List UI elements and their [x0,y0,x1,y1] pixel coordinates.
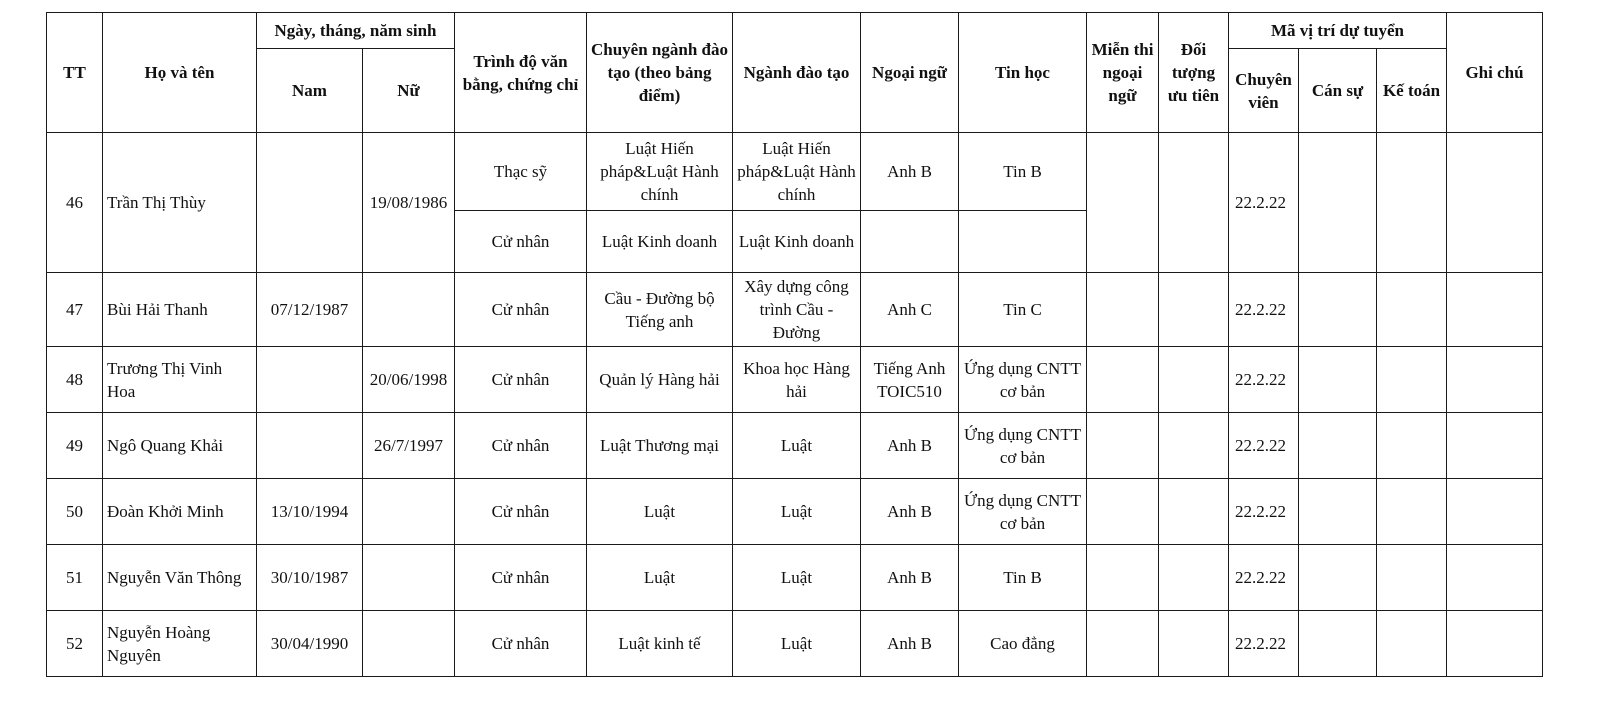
cell-dob-male: 30/10/1987 [257,545,363,611]
cell-accountant [1377,273,1447,347]
table-row [47,133,1543,211]
cell-foreign-language: Anh B [861,479,959,545]
cell-field: Khoa học Hàng hải [733,347,861,413]
table-row [47,479,1543,545]
cell-language-exempt [1087,479,1159,545]
cell-dob-male: 30/04/1990 [257,611,363,677]
cell-foreign-language [861,211,959,273]
candidate-table [46,12,1543,677]
cell-officer [1299,611,1377,677]
cell-full-name: Nguyễn Hoàng Nguyên [103,611,257,677]
cell-priority [1159,611,1229,677]
cell-notes [1447,611,1543,677]
cell-foreign-language: Anh B [861,545,959,611]
cell-dob-male [257,413,363,479]
cell-full-name: Đoàn Khởi Minh [103,479,257,545]
cell-tt: 46 [47,133,103,273]
cell-full-name: Nguyễn Văn Thông [103,545,257,611]
cell-accountant [1377,479,1447,545]
header-full-name: Họ và tên [103,13,257,133]
cell-priority [1159,273,1229,347]
cell-tt: 48 [47,347,103,413]
cell-field: Luật [733,611,861,677]
table-row [47,273,1543,347]
cell-dob-female: 19/08/1986 [363,133,455,273]
cell-major: Luật Thương mại [587,413,733,479]
cell-specialist: 22.2.22 [1229,545,1299,611]
cell-specialist: 22.2.22 [1229,479,1299,545]
cell-major: Luật Kinh doanh [587,211,733,273]
cell-field: Xây dựng công trình Cầu - Đường [733,273,861,347]
cell-foreign-language: Anh B [861,611,959,677]
table-body [47,133,1543,677]
cell-foreign-language: Anh C [861,273,959,347]
cell-accountant [1377,611,1447,677]
cell-qualification: Thạc sỹ [455,133,587,211]
cell-major: Quản lý Hàng hải [587,347,733,413]
cell-dob-male [257,347,363,413]
cell-dob-male: 13/10/1994 [257,479,363,545]
cell-it: Ứng dụng CNTT cơ bản [959,347,1087,413]
cell-tt: 50 [47,479,103,545]
cell-major: Cầu - Đường bộ Tiếng anh [587,273,733,347]
cell-tt: 47 [47,273,103,347]
cell-qualification: Cử nhân [455,211,587,273]
cell-dob-female [363,479,455,545]
cell-major: Luật [587,479,733,545]
cell-qualification: Cử nhân [455,413,587,479]
cell-priority [1159,545,1229,611]
cell-foreign-language: Tiếng Anh TOIC510 [861,347,959,413]
header-female: Nữ [363,49,455,133]
header-notes: Ghi chú [1447,13,1543,133]
cell-foreign-language: Anh B [861,133,959,211]
cell-language-exempt [1087,273,1159,347]
header-foreign-language: Ngoại ngữ [861,13,959,133]
cell-it [959,211,1087,273]
cell-dob-female: 20/06/1998 [363,347,455,413]
cell-specialist: 22.2.22 [1229,273,1299,347]
cell-notes [1447,133,1543,273]
cell-accountant [1377,133,1447,273]
candidate-list-sheet [46,12,1543,677]
cell-accountant [1377,413,1447,479]
cell-full-name: Ngô Quang Khải [103,413,257,479]
cell-officer [1299,545,1377,611]
cell-language-exempt [1087,611,1159,677]
cell-foreign-language: Anh B [861,413,959,479]
cell-officer [1299,479,1377,545]
header-accountant: Kế toán [1377,49,1447,133]
cell-qualification: Cử nhân [455,545,587,611]
header-language-exempt: Miễn thi ngoại ngữ [1087,13,1159,133]
cell-field: Luật [733,413,861,479]
cell-specialist: 22.2.22 [1229,611,1299,677]
cell-priority [1159,347,1229,413]
cell-notes [1447,273,1543,347]
table-row [47,611,1543,677]
cell-full-name: Trương Thị Vinh Hoa [103,347,257,413]
cell-notes [1447,413,1543,479]
cell-field: Luật [733,479,861,545]
cell-accountant [1377,347,1447,413]
cell-qualification: Cử nhân [455,273,587,347]
cell-officer [1299,413,1377,479]
cell-it: Tin B [959,545,1087,611]
cell-specialist: 22.2.22 [1229,133,1299,273]
cell-dob-male [257,133,363,273]
header-priority: Đối tượng ưu tiên [1159,13,1229,133]
cell-dob-female [363,611,455,677]
table-header [47,13,1543,133]
cell-tt: 49 [47,413,103,479]
cell-notes [1447,347,1543,413]
cell-tt: 52 [47,611,103,677]
cell-qualification: Cử nhân [455,479,587,545]
cell-notes [1447,545,1543,611]
cell-dob-female [363,273,455,347]
cell-dob-male: 07/12/1987 [257,273,363,347]
cell-tt: 51 [47,545,103,611]
cell-notes [1447,479,1543,545]
header-major: Chuyên ngành đào tạo (theo bảng điểm) [587,13,733,133]
cell-major: Luật Hiến pháp&Luật Hành chính [587,133,733,211]
header-qualification: Trình độ văn bằng, chứng chỉ [455,13,587,133]
cell-full-name: Trần Thị Thùy [103,133,257,273]
cell-it: Tin B [959,133,1087,211]
cell-language-exempt [1087,413,1159,479]
cell-language-exempt [1087,133,1159,273]
header-tt: TT [47,13,103,133]
cell-priority [1159,479,1229,545]
cell-specialist: 22.2.22 [1229,413,1299,479]
cell-it: Cao đẳng [959,611,1087,677]
cell-field: Luật Kinh doanh [733,211,861,273]
cell-it: Ứng dụng CNTT cơ bản [959,413,1087,479]
cell-accountant [1377,545,1447,611]
cell-major: Luật [587,545,733,611]
cell-language-exempt [1087,347,1159,413]
header-male: Nam [257,49,363,133]
cell-field: Luật [733,545,861,611]
cell-field: Luật Hiến pháp&Luật Hành chính [733,133,861,211]
cell-dob-female: 26/7/1997 [363,413,455,479]
cell-officer [1299,347,1377,413]
cell-officer [1299,133,1377,273]
cell-full-name: Bùi Hải Thanh [103,273,257,347]
cell-specialist: 22.2.22 [1229,347,1299,413]
header-position-code: Mã vị trí dự tuyển [1229,13,1447,49]
cell-priority [1159,413,1229,479]
cell-officer [1299,273,1377,347]
cell-dob-female [363,545,455,611]
table-row [47,413,1543,479]
header-officer: Cán sự [1299,49,1377,133]
cell-qualification: Cử nhân [455,347,587,413]
cell-major: Luật kinh tế [587,611,733,677]
header-field: Ngành đào tạo [733,13,861,133]
cell-it: Tin C [959,273,1087,347]
cell-language-exempt [1087,545,1159,611]
header-specialist: Chuyên viên [1229,49,1299,133]
table-row [47,347,1543,413]
cell-qualification: Cử nhân [455,611,587,677]
cell-priority [1159,133,1229,273]
header-date-of-birth: Ngày, tháng, năm sinh [257,13,455,49]
table-row [47,545,1543,611]
cell-it: Ứng dụng CNTT cơ bản [959,479,1087,545]
header-it: Tin học [959,13,1087,133]
